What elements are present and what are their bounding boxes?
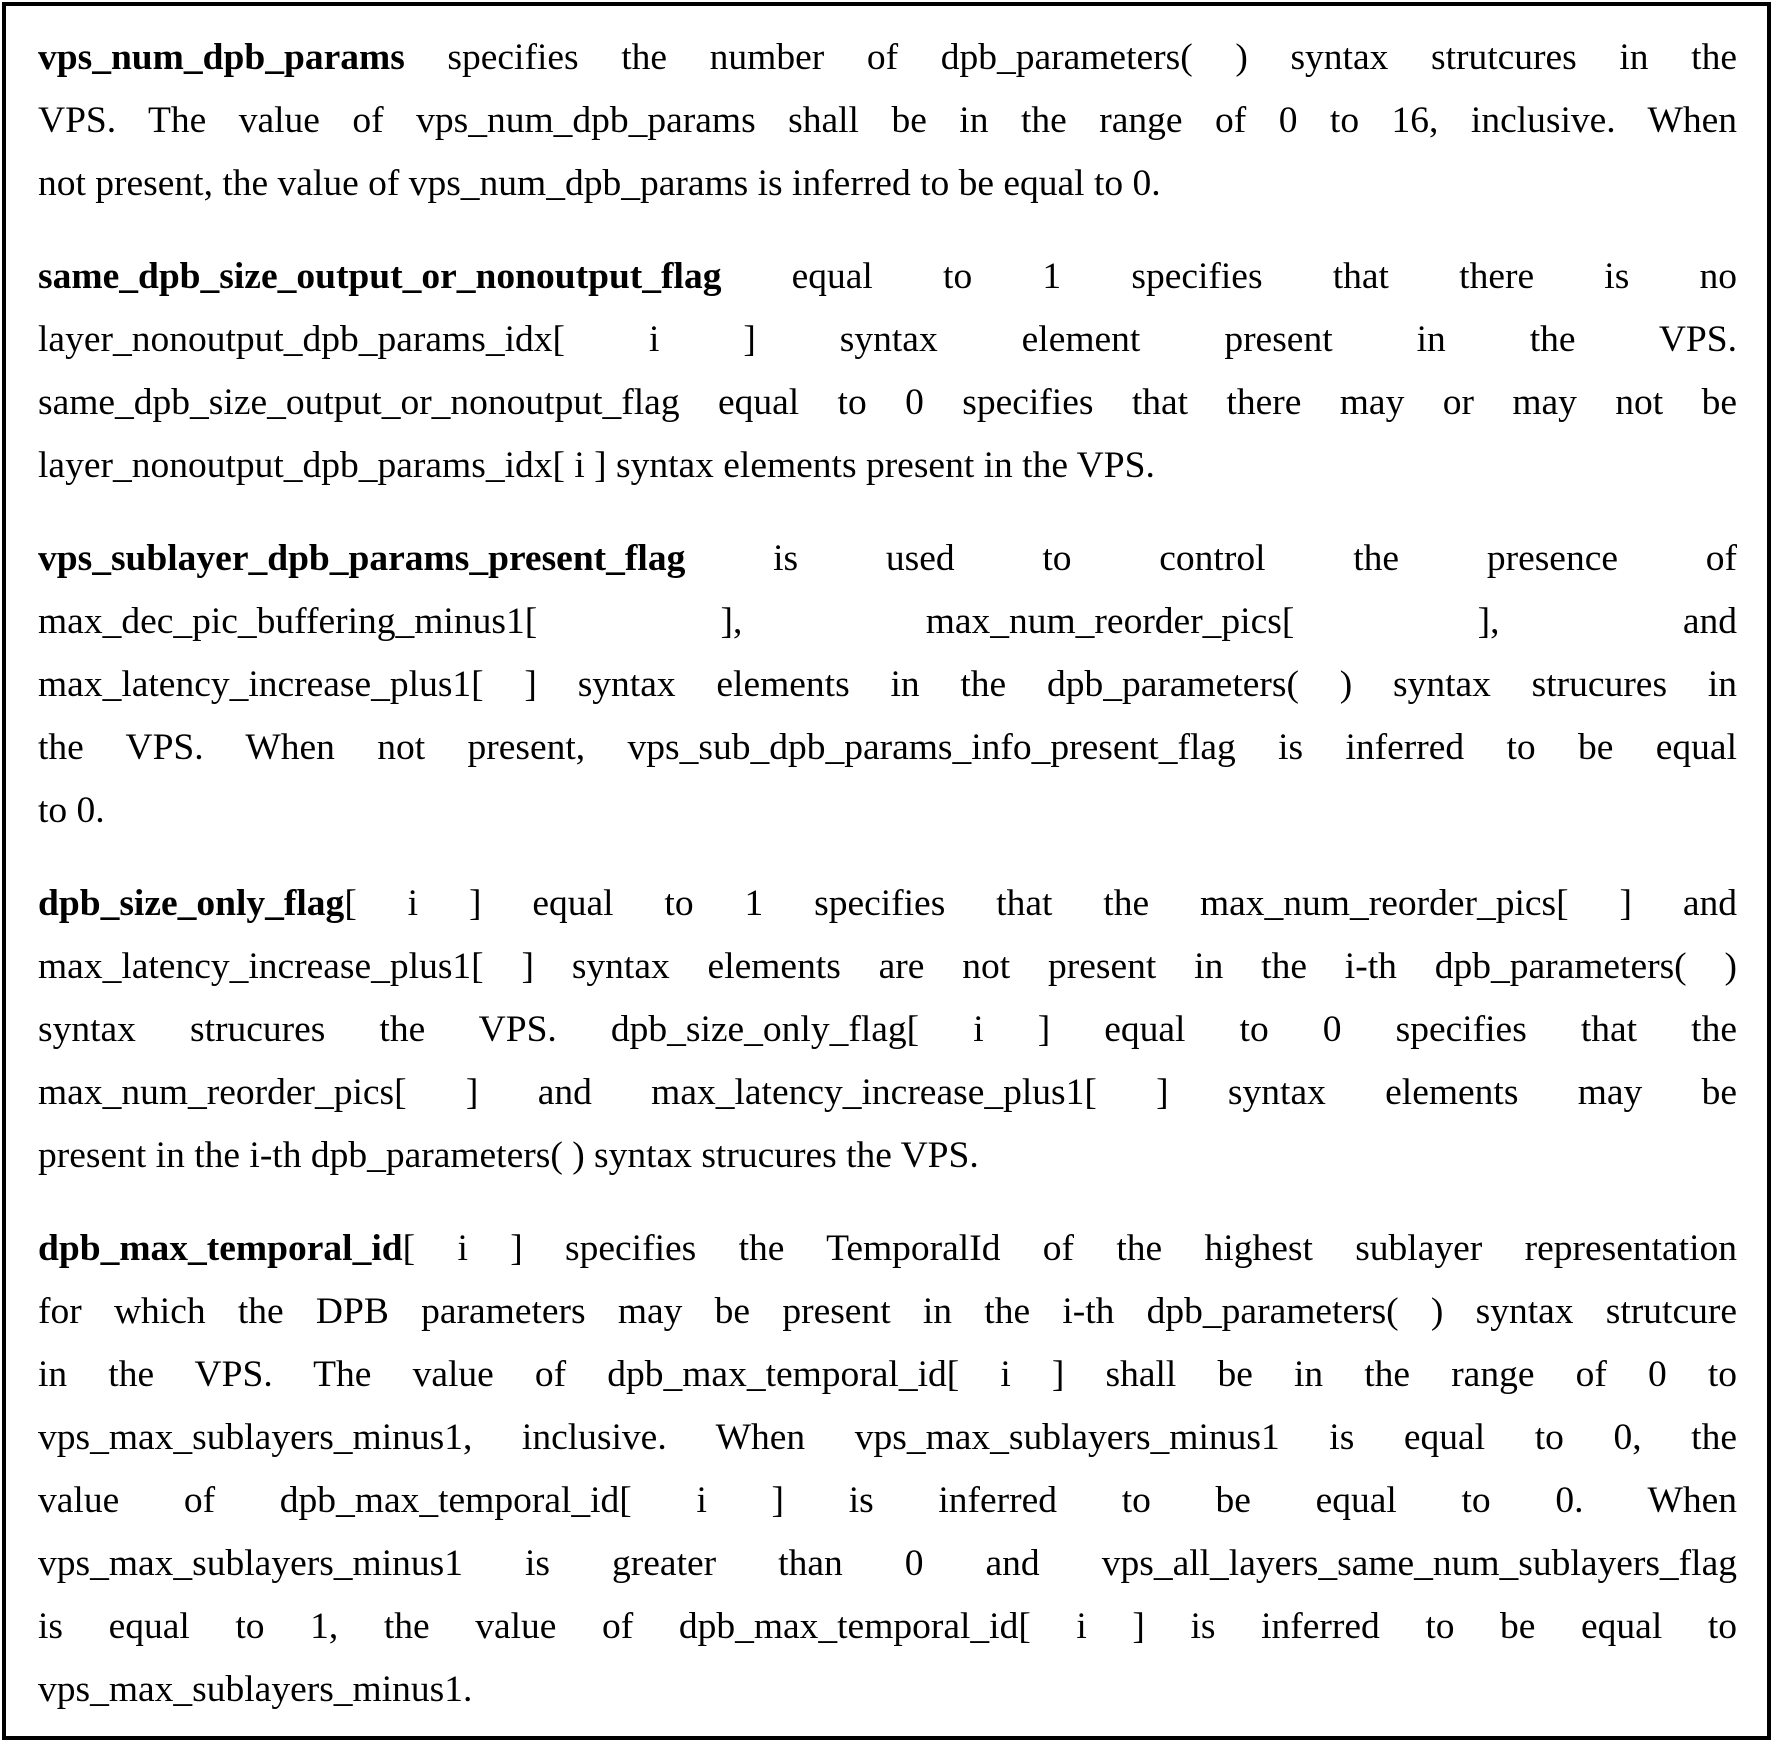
semantics-paragraph	[38, 527, 1737, 842]
text-line	[38, 89, 1737, 152]
line-text: max_num_reorder_pics[ ] and max_latency_increase_plus1[ ] syntax elements may be	[38, 1072, 1737, 1113]
line-text: vps_max_sublayers_minus1 is greater than 0 and vps_all_layers_same_num_sublayers_flag	[38, 1543, 1737, 1584]
text-line	[38, 245, 1737, 308]
text-line	[38, 434, 1737, 497]
text-line	[38, 1343, 1737, 1406]
text-line	[38, 308, 1737, 371]
text-line	[38, 1532, 1737, 1595]
syntax-element-term: dpb_max_temporal_id	[38, 1228, 403, 1269]
line-text: vps_max_sublayers_minus1, inclusive. When vps_max_sublayers_minus1 is equal to 0, the	[38, 1417, 1737, 1458]
line-text: not present, the value of vps_num_dpb_params is inferred to be equal to 0.	[38, 163, 1161, 204]
text-line	[38, 1124, 1737, 1187]
line-text: max_latency_increase_plus1[ ] syntax elements are not present in the i-th dpb_parameters( )	[38, 946, 1737, 987]
line-text: is equal to 1, the value of dpb_max_temporal_id[ i ] is inferred to be equal to	[38, 1606, 1737, 1647]
line-text: is used to control the presence of	[685, 538, 1737, 579]
semantics-paragraph	[38, 872, 1737, 1187]
text-line	[38, 527, 1737, 590]
semantics-paragraph	[38, 1217, 1737, 1721]
syntax-element-term: vps_num_dpb_params	[38, 37, 405, 78]
line-text: [ i ] specifies the TemporalId of the highest sublayer representation	[403, 1228, 1737, 1269]
line-text: value of dpb_max_temporal_id[ i ] is inferred to be equal to 0. When	[38, 1480, 1737, 1521]
text-line	[38, 1217, 1737, 1280]
semantics-paragraph	[38, 245, 1737, 497]
line-text: specifies the number of dpb_parameters( ) syntax strutcures in the	[405, 37, 1737, 78]
line-text: the VPS. When not present, vps_sub_dpb_params_info_present_flag is inferred to be equal	[38, 727, 1737, 768]
text-line	[38, 1658, 1737, 1721]
line-text: same_dpb_size_output_or_nonoutput_flag equal to 0 specifies that there may or may not be	[38, 382, 1737, 423]
line-text: layer_nonoutput_dpb_params_idx[ i ] syntax element present in the VPS.	[38, 319, 1737, 360]
line-text: present in the i-th dpb_parameters( ) syntax strucures the VPS.	[38, 1135, 979, 1176]
text-line	[38, 716, 1737, 779]
text-line	[38, 1406, 1737, 1469]
text-line	[38, 371, 1737, 434]
text-line	[38, 1469, 1737, 1532]
line-text: VPS. The value of vps_num_dpb_params shall be in the range of 0 to 16, inclusive. When	[38, 100, 1737, 141]
semantics-paragraph	[38, 26, 1737, 215]
text-line	[38, 653, 1737, 716]
line-text: max_latency_increase_plus1[ ] syntax elements in the dpb_parameters( ) syntax strucures in	[38, 664, 1737, 705]
syntax-element-term: dpb_size_only_flag	[38, 883, 344, 924]
line-text: layer_nonoutput_dpb_params_idx[ i ] syntax elements present in the VPS.	[38, 445, 1155, 486]
text-line	[38, 590, 1737, 653]
syntax-element-term: same_dpb_size_output_or_nonoutput_flag	[38, 256, 721, 297]
line-text: vps_max_sublayers_minus1.	[38, 1669, 472, 1710]
text-line	[38, 935, 1737, 998]
line-text: for which the DPB parameters may be present in the i-th dpb_parameters( ) syntax strutcure	[38, 1291, 1737, 1332]
line-text: max_dec_pic_buffering_minus1[ ], max_num_reorder_pics[ ], and	[38, 601, 1737, 642]
text-line	[38, 152, 1737, 215]
syntax-element-term: vps_sublayer_dpb_params_present_flag	[38, 538, 685, 579]
text-line	[38, 779, 1737, 842]
line-text: equal to 1 specifies that there is no	[721, 256, 1737, 297]
text-line	[38, 1280, 1737, 1343]
line-text: syntax strucures the VPS. dpb_size_only_flag[ i ] equal to 0 specifies that the	[38, 1009, 1737, 1050]
semantics-text-box	[2, 2, 1771, 1740]
text-line	[38, 998, 1737, 1061]
text-line	[38, 1595, 1737, 1658]
text-line	[38, 26, 1737, 89]
text-line	[38, 1061, 1737, 1124]
line-text: [ i ] equal to 1 specifies that the max_num_reorder_pics[ ] and	[344, 883, 1737, 924]
text-line	[38, 872, 1737, 935]
line-text: to 0.	[38, 790, 105, 831]
line-text: in the VPS. The value of dpb_max_temporal_id[ i ] shall be in the range of 0 to	[38, 1354, 1737, 1395]
